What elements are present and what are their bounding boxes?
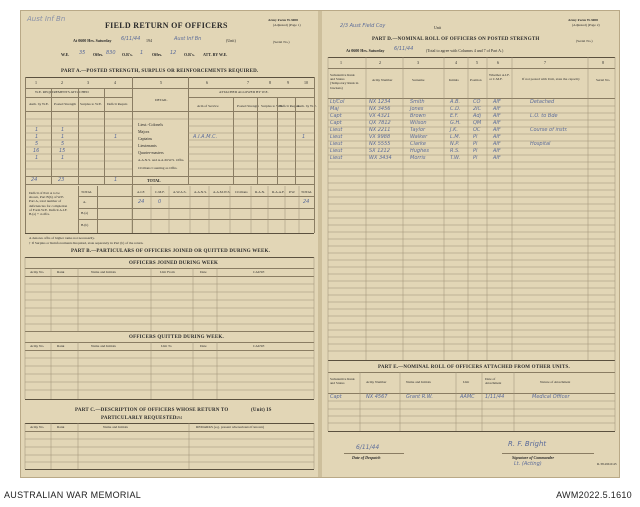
quitted-header: OFFICERS QUITTED DURING WEEK. bbox=[129, 335, 224, 340]
hand-number: SX 1212 bbox=[369, 148, 390, 154]
hand-initials: A.B. bbox=[450, 99, 461, 105]
e-col-head: Unit bbox=[463, 380, 470, 384]
hand-val: 1 bbox=[61, 155, 65, 161]
total-row-label: B.(b) bbox=[81, 223, 89, 227]
colnum-6: 6 bbox=[206, 80, 208, 85]
hand-val: 16 bbox=[33, 148, 40, 154]
rank-label: Majors bbox=[138, 129, 150, 134]
attached-header: ATTACHED ALLOWED BY W.E. bbox=[219, 90, 269, 94]
hand-number: NX 3456 bbox=[369, 106, 391, 112]
hand-val: 5 bbox=[61, 141, 65, 147]
signature-hand: R. F. Bright bbox=[508, 440, 547, 448]
hand-rank: Capt bbox=[330, 113, 342, 119]
hand-initials: G.H. bbox=[450, 120, 461, 126]
part-b-title: PART B.—PARTICULARS OF OFFICERS JOINED OR QUITTED DURING WEEK. bbox=[71, 249, 271, 254]
rank-label: Lieut.-Colonels bbox=[138, 122, 163, 127]
we-ors-value: 830 bbox=[106, 50, 116, 56]
signature-caption-hand: Lt. (Acting) bbox=[514, 461, 542, 467]
hand-number: WX 3434 bbox=[369, 155, 392, 161]
hand-arm-of-service: A.I.A.M.C. bbox=[193, 134, 218, 140]
arm-header: P.W. bbox=[289, 190, 296, 194]
d-col-head: Substantive Rank and Status (Temporary Rank in brackets) bbox=[330, 73, 359, 90]
total-row-label: A. bbox=[83, 200, 87, 204]
quitted-col: Date bbox=[200, 344, 207, 348]
hand-initials: N.P. bbox=[450, 141, 460, 147]
d-col-head: Initials bbox=[449, 78, 459, 82]
hand-initials: R.S. bbox=[450, 148, 460, 154]
hand-val: 5 bbox=[35, 141, 39, 147]
joined-col: CAUSE bbox=[253, 270, 265, 274]
hand-position: 2IC bbox=[473, 106, 482, 112]
handwritten-unit: Aust Inf Bn bbox=[174, 36, 202, 42]
footnote-2: † If Surplus or Reinforcements Required, state separately in Part (b) of the return. bbox=[29, 241, 144, 245]
quitted-col: Unit To bbox=[161, 344, 172, 348]
arm-header: TOTAL bbox=[301, 190, 313, 194]
e-hand-rank: Capt bbox=[330, 394, 342, 400]
hand-aif: AIF bbox=[493, 99, 501, 105]
hand-surname: Clarke bbox=[410, 141, 426, 147]
hand-position: Pl bbox=[473, 141, 478, 147]
hand-aif: AIF bbox=[493, 106, 501, 112]
hand-position: Pl bbox=[473, 134, 478, 140]
serial-label: (Serial No.) bbox=[273, 40, 290, 44]
arm-header: R.A.A.F. bbox=[272, 190, 285, 194]
att-offrs-value: 1 bbox=[140, 50, 144, 56]
detail-header: DETAIL bbox=[155, 98, 168, 102]
quitted-col: CAUSE bbox=[253, 344, 265, 348]
hand-val: 1 bbox=[61, 134, 65, 140]
hand-initials: T.W. bbox=[450, 155, 461, 161]
left-page bbox=[21, 11, 318, 477]
e-col-head: Name and Initials bbox=[406, 380, 431, 384]
total-row-label: B.(a) bbox=[81, 211, 89, 215]
serial-label-right: (Serial No.) bbox=[576, 39, 593, 43]
hand-aif: AIF bbox=[493, 127, 501, 133]
hand-surname: Taylor bbox=[410, 127, 426, 133]
year-label: 194 bbox=[146, 38, 152, 43]
handwritten-date: 6/11/44 bbox=[121, 36, 141, 42]
joined-col: Rank bbox=[57, 270, 65, 274]
form-title: FIELD RETURN OF OFFICERS bbox=[105, 21, 228, 30]
footer-archive-name: AUSTRALIAN WAR MEMORIAL bbox=[4, 490, 142, 500]
d-col-head: If not posted with Unit, state the capacity bbox=[522, 77, 580, 81]
hand-aif: AIF bbox=[493, 141, 501, 147]
ors-label: O.R's. bbox=[122, 52, 133, 57]
unit-label-right: Unit bbox=[434, 25, 442, 30]
right-page bbox=[322, 11, 619, 477]
d-col-head: Surname bbox=[412, 78, 425, 82]
hand-val: 1 bbox=[302, 134, 306, 140]
hand-rank: Lieut bbox=[330, 141, 343, 147]
hand-surname: Smith bbox=[410, 99, 425, 105]
col-head-surplus-r: Surplus to W.E. bbox=[261, 104, 283, 108]
agree-text: (Total to agree with Columns 4 and 7 of Part A.) bbox=[426, 48, 504, 53]
part-c-unit: (Unit) IS bbox=[251, 408, 272, 413]
at-line: At 0600 Hrs. Saturday bbox=[73, 38, 112, 43]
total-hand: 23 bbox=[58, 177, 65, 183]
part-c-title: PART C.—DESCRIPTION OF OFFICERS WHOSE RETURN TO bbox=[75, 408, 229, 413]
colnum-r: 4 bbox=[455, 60, 457, 65]
hand-rank: Lieut bbox=[330, 134, 343, 140]
rank-label: Civilians Counting as Offrs. bbox=[138, 166, 178, 170]
right-grid-lines bbox=[322, 11, 619, 477]
arms-total-label: TOTAL bbox=[81, 190, 93, 194]
offrs-label: Offrs. bbox=[93, 52, 104, 57]
hand-val: 1 bbox=[61, 127, 65, 133]
footnote-1: A denotes offrs of higher ranks not necessarily. bbox=[29, 236, 95, 240]
rank-label: Quarter-masters bbox=[138, 150, 164, 155]
colnum-9: 9 bbox=[287, 80, 289, 85]
corner-handwriting: Aust Inf Bn bbox=[27, 15, 66, 23]
part-c-sub: PARTICULARLY REQUESTED. bbox=[101, 416, 179, 421]
hand-val: 15 bbox=[59, 148, 66, 154]
hand-number: NX 1234 bbox=[369, 99, 391, 105]
hand-number: VX 9988 bbox=[369, 134, 391, 140]
total-hand: 24 bbox=[31, 177, 38, 183]
hand-aif: AIF bbox=[493, 113, 501, 119]
army-form-sub: (Adjusted) (Page 1) bbox=[273, 23, 301, 27]
hand-position: QM bbox=[473, 120, 482, 126]
hand-rank: Lieut bbox=[330, 155, 343, 161]
e-hand-name: Grant R.W. bbox=[406, 394, 433, 400]
hand-number: NX 2211 bbox=[369, 127, 391, 133]
colnum-1: 1 bbox=[35, 80, 37, 85]
part-e-title: PART E.—NOMINAL ROLL OF OFFICERS ATTACHED FROM OTHER UNITS. bbox=[378, 365, 570, 370]
despatch-label: Date of Despatch bbox=[352, 455, 381, 460]
hand-capacity: Course of instr. bbox=[530, 127, 568, 133]
hand-val: 1 bbox=[35, 134, 39, 140]
hand-initials: L.M. bbox=[450, 134, 461, 140]
colnum-7: 7 bbox=[247, 80, 249, 85]
total-hand: 1 bbox=[114, 177, 118, 183]
part-a-title: PART A.—POSTED STRENGTH, SURPLUS OR REINFORCEMENTS REQUIRED. bbox=[61, 69, 259, 74]
colnum-5: 5 bbox=[160, 80, 162, 85]
col-head-deficit-r: Deficit Requir. bbox=[279, 104, 300, 108]
hand-val: 1 bbox=[35, 127, 39, 133]
col-head-deficit: Deficit Requir. bbox=[107, 102, 128, 106]
hand-date-right: 6/11/44 bbox=[394, 46, 414, 52]
total-label: TOTAL bbox=[147, 178, 161, 183]
hand-surname: Walker bbox=[410, 134, 428, 140]
att-ors-label: O.R's. bbox=[184, 52, 195, 57]
d-col-head: Whether A.I.F. or C.M.F. bbox=[489, 73, 510, 82]
part-d-title: PART D.—NOMINAL ROLL OF OFFICERS ON POSTED STRENGTH bbox=[372, 37, 540, 42]
joined-col: Name and Initials bbox=[91, 270, 116, 274]
hand-number: NX 5555 bbox=[369, 141, 391, 147]
colnum-r: 5 bbox=[476, 60, 478, 65]
hand-aif: AIF bbox=[493, 155, 501, 161]
rank-label: Lieutenants bbox=[138, 143, 157, 148]
grand-total-hand: 24 bbox=[303, 199, 310, 205]
arm-header: A.I.F. bbox=[137, 190, 145, 194]
we-requirements-header: W.E. REQUIREMENTS ATTACHED bbox=[35, 90, 89, 94]
at-line-right: At 0600 Hrs. Saturday bbox=[346, 48, 385, 53]
arm-header: A.A.M.W.S. bbox=[213, 190, 231, 194]
att-by-we-label: ATT. BY W.E. bbox=[203, 52, 228, 57]
unit-label: (Unit) bbox=[226, 38, 236, 43]
hand-surname: Jones bbox=[410, 106, 424, 112]
joined-col: Army No. bbox=[30, 270, 45, 274]
hand-initials: J.K. bbox=[450, 127, 458, 133]
col-head-posted: Posted Strength bbox=[54, 102, 77, 106]
e-hand-unit: AAMC bbox=[460, 394, 475, 400]
e-hand-no: NX 4567 bbox=[366, 394, 388, 400]
joined-col: Unit From bbox=[160, 270, 175, 274]
rank-label: A.A.N.S. and A.A.M.W.S. Offrs. bbox=[138, 158, 185, 162]
colnum-r: 3 bbox=[417, 60, 419, 65]
hand-val: 1 bbox=[35, 155, 39, 161]
colnum-r: 2 bbox=[379, 60, 381, 65]
hand-capacity: Detached bbox=[530, 99, 555, 105]
hand-aif: AIF bbox=[493, 134, 501, 140]
we-label: W.E. bbox=[61, 52, 70, 57]
signature-label: Signature of Commander bbox=[512, 455, 555, 460]
hand-rank: Capt bbox=[330, 120, 342, 126]
hand-position: Adj bbox=[473, 113, 481, 119]
army-form-label-right: Army Form W.3008 bbox=[568, 18, 598, 22]
part-c-col: Rank bbox=[57, 425, 65, 429]
hand-surname: Morris bbox=[410, 155, 426, 161]
hand-position: Pl bbox=[473, 155, 478, 161]
hand-initials: E.F. bbox=[450, 113, 459, 119]
att-offrs-label: Offrs. bbox=[152, 52, 163, 57]
hand-surname: Hughes bbox=[410, 148, 429, 154]
hand-rank: Lt/Col bbox=[330, 99, 345, 105]
d-col-head: Position bbox=[470, 78, 482, 82]
army-form-sub-right: (Adjusted) (Page 2) bbox=[572, 23, 600, 27]
arm-header: A.W.A.S. bbox=[173, 190, 187, 194]
colnum-3: 3 bbox=[87, 80, 89, 85]
col-head-arm: Arm of Service bbox=[197, 104, 219, 108]
hand-initials: C.D. bbox=[450, 106, 461, 112]
colnum-r: 6 bbox=[497, 60, 499, 65]
hand-position: CO bbox=[473, 99, 481, 105]
d-col-head: Army Number bbox=[372, 78, 393, 82]
arm-header: A.A.N.S. bbox=[194, 190, 208, 194]
hand-aif: AIF bbox=[493, 148, 501, 154]
rank-label: Captains bbox=[138, 136, 152, 141]
e-hand-date: 1/11/44 bbox=[485, 394, 505, 400]
colnum-8: 8 bbox=[269, 80, 271, 85]
e-col-head: Date of Attachment bbox=[485, 377, 502, 386]
e-col-head: Substantive Rank and Status bbox=[330, 377, 355, 386]
att-ors-value: 12 bbox=[170, 50, 177, 56]
hand-val: 1 bbox=[114, 134, 118, 140]
colnum-r: 1 bbox=[340, 60, 342, 65]
despatch-date-hand: 6/11/44 bbox=[356, 444, 380, 451]
arm-header: R.A.N. bbox=[255, 190, 266, 194]
part-c-year: 194 bbox=[176, 415, 182, 420]
quitted-col: Army No. bbox=[30, 344, 45, 348]
footer-catalogue-number: AWM2022.5.1610 bbox=[556, 490, 632, 500]
colnum-4: 4 bbox=[114, 80, 116, 85]
hand-unit-right: 2/3 Aust Field Coy bbox=[340, 23, 386, 29]
colnum-10: 10 bbox=[304, 80, 308, 85]
e-hand-nature: Medical Officer bbox=[532, 394, 570, 400]
hand-position: Pl bbox=[473, 148, 478, 154]
hand-capacity: L.O. to Bde bbox=[530, 113, 558, 119]
hand-number: QX 7812 bbox=[369, 120, 391, 126]
hand-number: VX 4321 bbox=[369, 113, 391, 119]
part-c-col: REMARKS (e.g. present whereabouts if known) bbox=[196, 425, 265, 429]
hand-rank: Lieut bbox=[330, 148, 343, 154]
hand-rank: Maj bbox=[330, 106, 339, 112]
arm-header: C.M.F. bbox=[155, 190, 165, 194]
part-a-note: Deficit of Part A to be shown, Part B(b) of W.E. Part A, total number of deficiencies for completion of Form W.E. Deficit A.I.F. B.(a) + 4 offrs. bbox=[29, 191, 68, 216]
col-head-auth-r: Auth. by W.E. bbox=[297, 104, 317, 108]
aif-total-hand: 24 bbox=[138, 199, 145, 205]
we-offrs-value: 35 bbox=[79, 50, 86, 56]
form-code: R.38.2M.6/43 bbox=[597, 462, 617, 466]
hand-surname: Wilson bbox=[410, 120, 427, 126]
part-c-col: Name and Initials bbox=[103, 425, 128, 429]
joined-header: OFFICERS JOINED DURING WEEK bbox=[129, 261, 219, 266]
part-c-col: Army No. bbox=[30, 425, 45, 429]
col-head-auth: Auth. by W.E. bbox=[29, 102, 49, 106]
colnum-2: 2 bbox=[61, 80, 63, 85]
d-col-head: Serial No. bbox=[596, 78, 611, 82]
army-form-label: Army Form W.3008 bbox=[268, 18, 298, 22]
col-head-surplus: Surplus to W.E. bbox=[80, 102, 102, 106]
quitted-col: Name and Initials bbox=[91, 344, 116, 348]
joined-col: Date bbox=[200, 270, 207, 274]
e-col-head: Nature of Attachment bbox=[540, 380, 571, 384]
cmf-total-hand: 0 bbox=[158, 199, 162, 205]
hand-rank: Lieut bbox=[330, 127, 343, 133]
hand-aif: AIF bbox=[493, 120, 501, 126]
left-grid-lines bbox=[21, 11, 318, 477]
col-head-posted-r: Posted Strength bbox=[237, 104, 260, 108]
hand-position: OC bbox=[473, 127, 481, 133]
colnum-r: 7 bbox=[544, 60, 546, 65]
quitted-col: Rank bbox=[57, 344, 65, 348]
arm-header: Civilians bbox=[235, 190, 248, 194]
colnum-r: 8 bbox=[602, 60, 604, 65]
e-col-head: Army Number bbox=[366, 380, 387, 384]
hand-surname: Brown bbox=[410, 113, 426, 119]
scanned-form bbox=[20, 10, 620, 478]
hand-capacity: Hospital bbox=[530, 141, 551, 147]
